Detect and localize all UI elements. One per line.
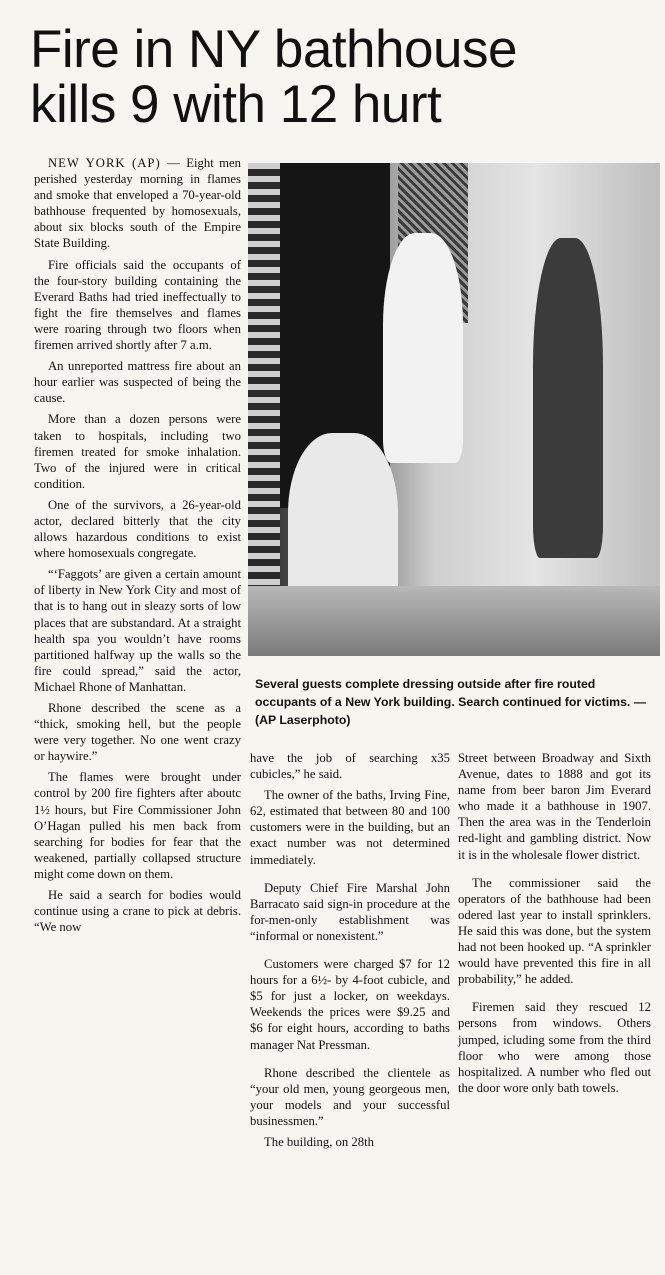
article-column-3 (458, 750, 651, 1101)
person-standing-dark (533, 238, 603, 558)
article-paragraph: “‘Faggots’ are given a certain amount of liberty in New York City and most of that is to hang out in sleazy sorts of low places that are substandard. At a straight health spa you wouldn’t have rooms partitioned halfway up the walls so the fire could spread,” said the actor, Michael Rhone of Manhattan. (34, 567, 241, 694)
person-standing-white (383, 233, 463, 463)
article-paragraph: Rhone described the scene as a “thick, smoking hell, but the people were very together. No one went crazy or haywire.” (34, 701, 241, 764)
article-paragraph: The owner of the baths, Irving Fine, 62, estimated that between 80 and 100 customers were in the building, but an exact number was not determined immediately. (250, 788, 450, 867)
article-paragraph: The flames were brought under control by 200 fire fighters after aboutc 1½ hours, but Fire Commissioner John O’Hagan pulled his men back from searching for bodies for fear that the weakened, partially collapsed structure might come down on them. (34, 770, 241, 881)
news-photo (248, 163, 660, 656)
article-paragraph: Firemen said they rescued 12 persons from windows. Others jumped, icluding some from the third floor who were among those hospitalized. A number who fled out the door wore only bath towels. (458, 1000, 651, 1095)
photo-caption: Several guests complete dressing outside after fire routed occupants of a New York building. Search continued for victims. — (AP Laserphoto) (255, 677, 647, 727)
article-paragraph: Street between Broadway and Sixth Avenue, dates to 1888 and got its name from beer baron Jim Everard who made it a bathhouse in 1907. Then the area was in the Tenderloin red-light and gambling district. Now it is in the wholesale flower district. (458, 751, 651, 862)
window-blinds (248, 163, 280, 656)
article-paragraph: Fire officials said the occupants of the four-story building containing the Everard Baths had tried ineffectually to fight the fire themselves and flames were roaring through two floors when firemen arrived shortly after 7 a.m. (34, 257, 241, 353)
article-paragraph: The commissioner said the operators of the bathhouse had been odered last year to install sprinklers. He said this was done, but the system had not been hooked up. “A sprinkler would have prevented this fire in all probability,” he added. (458, 875, 651, 987)
article-column-1 (34, 155, 241, 940)
article-paragraph: NEW YORK (AP) — Eight men perished yesterday morning in flames and smoke that enveloped a 70-year-old bathhouse frequented by homosexuals, about six blocks south of the Empire State Building. (34, 156, 241, 251)
headline-line-2: kills 9 with 12 hurt (30, 75, 442, 134)
article-paragraph: He said a search for bodies would continue using a crane to pick at debris. “We now (34, 888, 241, 935)
dateline: NEW YORK (AP) — (48, 156, 181, 170)
article-paragraph: Deputy Chief Fire Marshal John Barracato said sign-in procedure at the for-men-only establishment was “informal or nonexistent.” (250, 880, 450, 943)
article-paragraph: The building, on 28th (264, 1134, 374, 1149)
sidewalk (248, 586, 660, 656)
article-paragraph: More than a dozen persons were taken to hospitals, including two firemen treated for smoke inhalation. Two of the injured were in critical condition. (34, 412, 241, 491)
article-column-2 (250, 750, 450, 1155)
headline (30, 22, 650, 132)
article-paragraph: Customers were charged $7 for 12 hours for a 6½- by 4-foot cubicle, and $5 for just a locker, on weekdays. Weekends the prices were $9.25 and $6 for eight hours, according to baths manager Nat Pressman. (250, 957, 450, 1052)
article-paragraph: have the job of searching x35 cubicles,” he said. (250, 751, 450, 782)
article-paragraph: An unreported mattress fire about an hour earlier was suspected of being the cause. (34, 359, 241, 406)
article-paragraph: Rhone described the clientele as “your old men, young georgeous men, your models and your successful businessmen.” (250, 1065, 450, 1128)
headline-line-1: Fire in NY bathhouse (30, 20, 517, 79)
article-paragraph: One of the survivors, a 26-year-old actor, declared bitterly that the city allows hazardous conditions to exist where homosexuals congregate. (34, 497, 241, 561)
